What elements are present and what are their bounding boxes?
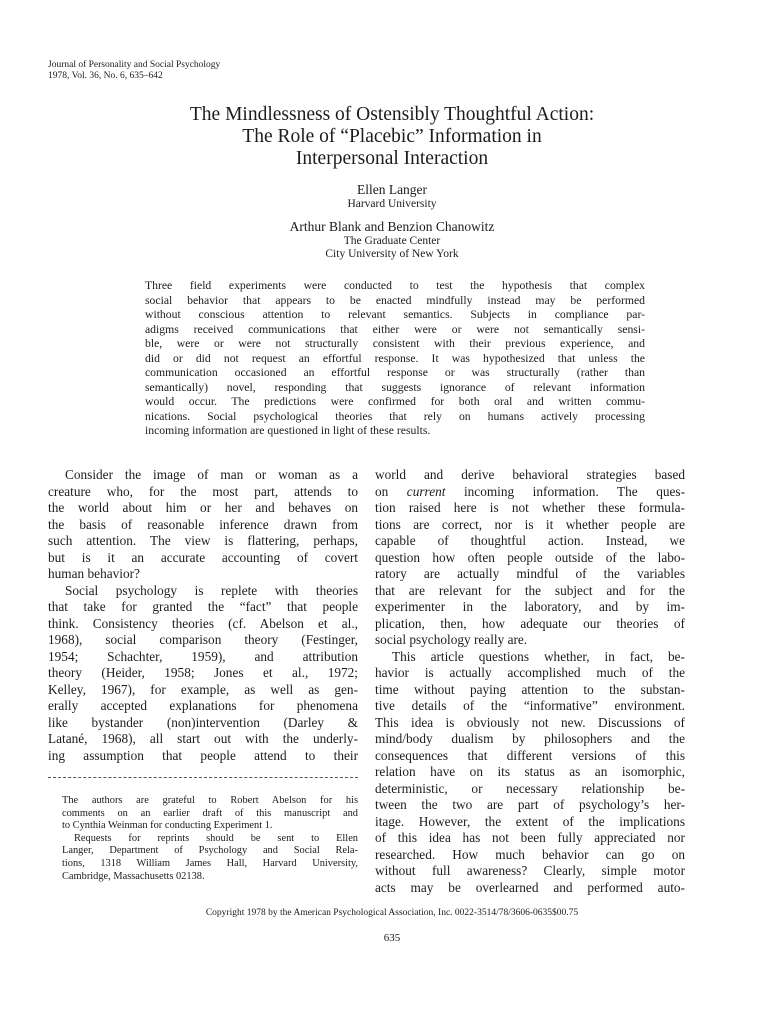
footnote-line: Langer, Department of Psychology and Social Rela- <box>62 845 358 857</box>
body-line: such attention. The view is flattering, perhaps, <box>48 533 358 548</box>
footnote-line: Cambridge, Massachusetts 02138. <box>62 870 205 882</box>
body-line: Kelley, 1967), for example, as well as gen- <box>48 681 358 697</box>
body-line: 1954; Schachter, 1959), and attribution <box>48 648 358 664</box>
author-name: Ellen Langer <box>356 182 428 197</box>
footnote <box>62 795 358 883</box>
body-line: This idea is obviously not new. Discussions of <box>375 714 685 730</box>
body-line: time without paying attention to the substan- <box>375 681 685 697</box>
body-line: capable of thoughtful action. Instead, we <box>375 533 685 548</box>
footnote-divider <box>48 777 358 778</box>
body-line: without full awareness? Clearly, simple motor <box>375 863 685 878</box>
body-line: havior is actually accomplished much of the <box>375 665 685 680</box>
body-text: on <box>375 483 407 499</box>
author-affiliation: City University of New York <box>325 248 459 260</box>
body-line: question how often people outside of the labo- <box>375 549 685 565</box>
title-line: The Mindlessness of Ostensibly Thoughtful Action: <box>189 104 595 125</box>
body-line: ratory are actually mindful of the variables <box>375 566 685 581</box>
abstract-line: nications. Social psychological theories that rely on humans actively processing <box>145 409 645 423</box>
body-line: experimenter in the laboratory, and by im- <box>375 599 685 614</box>
abstract-line: semantically) novel, responding that suggests ignorance of relevant information <box>145 380 645 394</box>
abstract-line: Three field experiments were conducted to test the hypothesis that complex <box>145 279 645 292</box>
body-line: that are relevant for the subject and for the <box>375 582 685 598</box>
author-name: Arthur Blank and Benzion Chanowitz <box>289 219 495 234</box>
body-line: like bystander (non)intervention (Darley & <box>48 714 358 730</box>
body-line: plication, then, how adequate our theories of <box>375 615 685 631</box>
body-line: relation have on its status as an isomorphic, <box>375 764 685 779</box>
body-column-left <box>48 467 358 764</box>
body-line: but is it an accurate accounting of covert <box>48 549 358 565</box>
abstract-line: without conscious attention to relevant semantics. Subjects in compliance par- <box>145 308 645 321</box>
journal-header <box>48 60 220 81</box>
body-line: consequences that different versions of this <box>375 747 685 763</box>
body-line: human behavior? <box>48 566 140 581</box>
body-line: the basis of reasonable inference drawn from <box>48 516 358 532</box>
body-line: the world about him or her and behaves on <box>48 500 358 515</box>
emphasis-text: current <box>406 483 446 499</box>
body-line: This article questions whether, in fact, be- <box>392 648 685 664</box>
body-line <box>375 484 685 501</box>
abstract-line: ble, were or were not structurally consistent with their previous experience, and <box>145 337 645 350</box>
abstract-line: did or did not request an effortful response. It was hypothesized that unless the <box>145 351 645 365</box>
abstract-line: communication occasioned an effortful response or was structurally (rather than <box>145 366 645 379</box>
body-line: social psychology really are. <box>375 632 528 647</box>
abstract-line: social behavior that appears to be enacted mindfully instead may be performed <box>145 293 645 307</box>
footnote-line: The authors are grateful to Robert Abelson for his <box>62 795 358 806</box>
body-line: researched. How much behavior can go on <box>375 846 685 862</box>
article-title <box>48 104 736 170</box>
title-line: The Role of “Placebic” Information in <box>242 126 542 147</box>
body-line: itage. However, the extent of the implications <box>375 813 685 829</box>
body-line: tween the two are part of psychology’s her- <box>375 797 685 812</box>
body-line: creature who, for the most part, attends to <box>48 483 358 499</box>
body-line: think. Consistency theories (cf. Abelson et al., <box>48 615 358 631</box>
title-line: Interpersonal Interaction <box>295 148 489 169</box>
journal-volume: 1978, Vol. 36, No. 6, 635–642 <box>48 70 163 81</box>
abstract-line: would occur. The predictions were confirmed for both oral and written commu- <box>145 395 645 408</box>
author-affiliation: Harvard University <box>347 198 437 210</box>
body-line: 1968), social comparison theory (Festinger, <box>48 632 358 647</box>
body-line: that take for granted the “fact” that people <box>48 599 358 614</box>
abstract-line: adigms received communications that either were or were not semantically sensi- <box>145 322 645 336</box>
body-column-right <box>375 467 685 896</box>
body-line: Consider the image of man or woman as a <box>65 467 358 482</box>
body-line: of this idea has not been fully appreciated nor <box>375 830 685 845</box>
author-affiliation: The Graduate Center <box>343 235 441 247</box>
body-line: world and derive behavioral strategies based <box>375 467 685 482</box>
body-line: deterministic, or necessary relationship be- <box>375 780 685 796</box>
footnote-line: tions, 1318 William James Hall, Harvard University, <box>62 857 358 869</box>
copyright-notice: Copyright 1978 by the American Psychological Association, Inc. 0022-3514/78/3606-0635$00.75 <box>205 908 579 918</box>
body-line: tion raised here is not whether these formula- <box>375 500 685 515</box>
page-number: 635 <box>383 932 401 944</box>
body-line: acts may be overlearned and performed auto- <box>375 879 685 895</box>
footnote-line: to Cynthia Weinman for conducting Experiment 1. <box>62 820 273 832</box>
footnote-line: Requests for reprints should be sent to Ellen <box>74 832 358 844</box>
body-line: tive details of the “informative” environment. <box>375 698 685 713</box>
body-line: tions are correct, nor is it whether people are <box>375 516 685 532</box>
body-line: ing assumption that people attend to their <box>48 747 358 763</box>
abstract-line: incoming information are questioned in light of these results. <box>145 424 431 437</box>
body-line: erally accepted explanations for phenomena <box>48 698 358 713</box>
footnote-line: comments on an earlier draft of this manuscript and <box>62 807 358 819</box>
body-line: Social psychology is replete with theories <box>65 582 358 598</box>
body-line: theory (Heider, 1958; Jones et al., 1972; <box>48 665 358 680</box>
abstract <box>145 279 645 439</box>
body-text: incoming information. The ques- <box>445 483 685 499</box>
journal-name: Journal of Personality and Social Psychology <box>48 60 221 70</box>
body-line: mind/body dualism by philosophers and the <box>375 731 685 746</box>
body-line: Latané, 1968), all start out with the underly- <box>48 731 358 746</box>
author-block <box>48 182 736 261</box>
